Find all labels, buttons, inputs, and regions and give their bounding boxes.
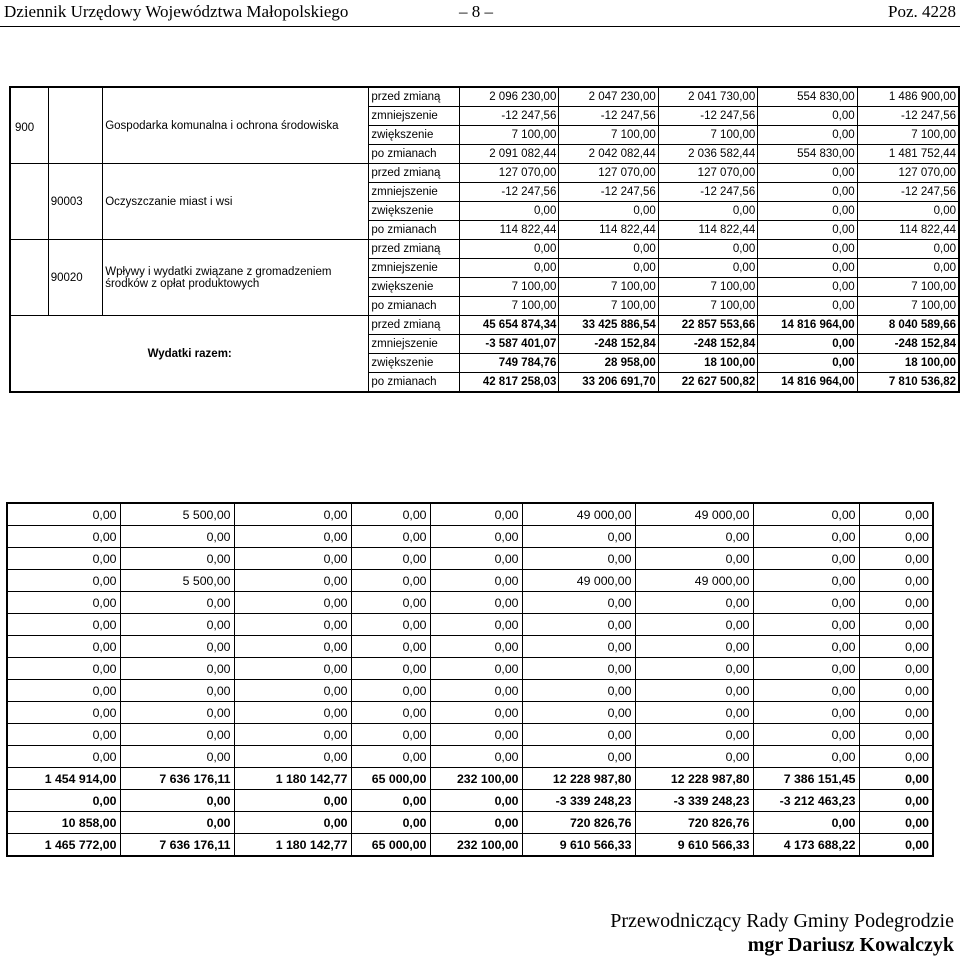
table-cell: 7 100,00 [857, 126, 959, 145]
table-cell: 0,00 [430, 592, 522, 614]
table-cell: 0,00 [522, 614, 635, 636]
table-cell: 0,00 [7, 503, 120, 526]
table-cell: 1 481 752,44 [857, 145, 959, 164]
table-cell: 49 000,00 [522, 570, 635, 592]
table-cell: 0,00 [758, 164, 857, 183]
table-cell: 0,00 [430, 680, 522, 702]
table-cell: 0,00 [351, 570, 430, 592]
table-cell: 22 857 553,66 [658, 316, 757, 335]
table-cell: 7 100,00 [559, 126, 658, 145]
table-cell: 0,00 [430, 526, 522, 548]
table-cell: 0,00 [430, 503, 522, 526]
table-cell: 7 100,00 [857, 297, 959, 316]
table-cell: 0,00 [635, 614, 753, 636]
table-cell: 0,00 [351, 526, 430, 548]
position-number: Poz. 4228 [888, 2, 956, 21]
table-cell: 0,00 [234, 614, 351, 636]
table-cell: 0,00 [758, 335, 857, 354]
table-cell: 0,00 [351, 658, 430, 680]
table-row [10, 240, 959, 259]
table-cell: 0,00 [758, 202, 857, 221]
table-cell: 0,00 [120, 702, 234, 724]
table-cell: 0,00 [7, 614, 120, 636]
table-cell: 0,00 [351, 680, 430, 702]
table-cell: 127 070,00 [559, 164, 658, 183]
table-row [7, 746, 933, 768]
table-cell: 0,00 [234, 746, 351, 768]
table-cell: -12 247,56 [658, 183, 757, 202]
table-cell: -248 152,84 [559, 335, 658, 354]
table-cell: -3 339 248,23 [522, 790, 635, 812]
row-kind: po zmianach [369, 145, 460, 164]
table-cell: 0,00 [859, 570, 933, 592]
section-code [10, 164, 48, 240]
table-cell: 14 816 964,00 [758, 373, 857, 393]
table-row [7, 503, 933, 526]
table-cell: 0,00 [351, 592, 430, 614]
total-row [7, 768, 933, 790]
expenditure-table-top [9, 86, 960, 393]
table-cell: 0,00 [753, 503, 859, 526]
table-cell: 0,00 [351, 746, 430, 768]
total-row [7, 834, 933, 857]
row-kind: po zmianach [369, 297, 460, 316]
expenditure-table-bottom [6, 502, 934, 857]
table-cell: 0,00 [758, 354, 857, 373]
table-cell: 554 830,00 [758, 87, 857, 107]
table-cell: -12 247,56 [857, 183, 959, 202]
table-cell: 49 000,00 [522, 503, 635, 526]
table-cell: 0,00 [430, 746, 522, 768]
row-kind: przed zmianą [369, 164, 460, 183]
table-row [7, 702, 933, 724]
table-cell: 0,00 [753, 548, 859, 570]
table-cell: 114 822,44 [559, 221, 658, 240]
table-cell: -3 212 463,23 [753, 790, 859, 812]
row-kind: zmniejszenie [369, 107, 460, 126]
table-cell: 0,00 [758, 278, 857, 297]
table-cell: 9 610 566,33 [635, 834, 753, 857]
table-cell: 4 173 688,22 [753, 834, 859, 857]
table-row [10, 87, 959, 107]
table-cell: 0,00 [559, 202, 658, 221]
table-cell: 49 000,00 [635, 503, 753, 526]
table-cell: 0,00 [351, 636, 430, 658]
table-cell: 42 817 258,03 [459, 373, 558, 393]
table-cell: 0,00 [351, 790, 430, 812]
table-row [7, 658, 933, 680]
table-cell: 0,00 [430, 724, 522, 746]
table-cell: 0,00 [459, 240, 558, 259]
table-cell: 28 958,00 [559, 354, 658, 373]
table-cell: 0,00 [522, 746, 635, 768]
table-cell: 2 096 230,00 [459, 87, 558, 107]
table-cell: 0,00 [635, 724, 753, 746]
journal-title: Dziennik Urzędowy Województwa Małopolskiego [4, 2, 349, 21]
section-name: Gospodarka komunalna i ochrona środowiska [103, 87, 369, 164]
row-kind: zwiększenie [369, 354, 460, 373]
table-cell: 0,00 [859, 680, 933, 702]
table-cell: 0,00 [758, 183, 857, 202]
table-cell: 0,00 [351, 614, 430, 636]
table-cell: -3 339 248,23 [635, 790, 753, 812]
table-cell: 1 180 142,77 [234, 834, 351, 857]
table-row [7, 526, 933, 548]
table-cell: 0,00 [758, 126, 857, 145]
table-cell: 1 454 914,00 [7, 768, 120, 790]
table-cell: 0,00 [234, 724, 351, 746]
table-cell: 33 206 691,70 [559, 373, 658, 393]
table-cell: 0,00 [635, 592, 753, 614]
section-subcode [48, 87, 103, 164]
table-cell: 0,00 [522, 592, 635, 614]
table-cell: 0,00 [459, 259, 558, 278]
row-kind: zwiększenie [369, 202, 460, 221]
table-cell: 0,00 [859, 746, 933, 768]
table-cell: -3 587 401,07 [459, 335, 558, 354]
section-code [10, 240, 48, 316]
table-cell: 0,00 [758, 259, 857, 278]
table-cell: 0,00 [120, 790, 234, 812]
row-kind: przed zmianą [369, 240, 460, 259]
table-cell: 0,00 [859, 526, 933, 548]
table-cell: 0,00 [758, 221, 857, 240]
table-cell: 0,00 [859, 636, 933, 658]
table-cell: 7 810 536,82 [857, 373, 959, 393]
table-cell: 0,00 [351, 812, 430, 834]
table-cell: 0,00 [635, 636, 753, 658]
table-cell: 0,00 [753, 724, 859, 746]
table-cell: 0,00 [522, 680, 635, 702]
table-cell: 0,00 [635, 658, 753, 680]
table-cell: 0,00 [234, 680, 351, 702]
table-cell: 7 100,00 [857, 278, 959, 297]
table-cell: 0,00 [859, 768, 933, 790]
table-cell: 0,00 [459, 202, 558, 221]
table-cell: 749 784,76 [459, 354, 558, 373]
section-name: Oczyszczanie miast i wsi [103, 164, 369, 240]
table-cell: -12 247,56 [459, 107, 558, 126]
table-cell: 0,00 [859, 812, 933, 834]
total-label: Wydatki razem: [10, 316, 369, 393]
table-cell: 0,00 [120, 680, 234, 702]
table-cell: 0,00 [234, 503, 351, 526]
table-cell: -12 247,56 [459, 183, 558, 202]
table-row [7, 570, 933, 592]
table-cell: 0,00 [753, 812, 859, 834]
table-cell: 0,00 [859, 614, 933, 636]
table-cell: -248 152,84 [857, 335, 959, 354]
table-cell: 7 100,00 [459, 126, 558, 145]
table-cell: 0,00 [120, 724, 234, 746]
table-cell: 0,00 [7, 570, 120, 592]
table-row [7, 614, 933, 636]
table-cell: 0,00 [234, 526, 351, 548]
table-cell: 5 500,00 [120, 503, 234, 526]
table-cell: 14 816 964,00 [758, 316, 857, 335]
table-cell: 0,00 [234, 812, 351, 834]
table-cell: 0,00 [859, 702, 933, 724]
table-cell: 0,00 [658, 259, 757, 278]
table-cell: 0,00 [234, 636, 351, 658]
table-cell: 0,00 [857, 202, 959, 221]
table-cell: 0,00 [7, 680, 120, 702]
table-cell: 7 100,00 [459, 297, 558, 316]
table-cell: 114 822,44 [459, 221, 558, 240]
table-cell: 2 036 582,44 [658, 145, 757, 164]
table-cell: 0,00 [753, 658, 859, 680]
table-cell: 0,00 [351, 548, 430, 570]
table-cell: 45 654 874,34 [459, 316, 558, 335]
table-cell: 0,00 [522, 658, 635, 680]
table-cell: 0,00 [120, 812, 234, 834]
table-cell: 7 100,00 [658, 126, 757, 145]
table-cell: 8 040 589,66 [857, 316, 959, 335]
table-cell: -12 247,56 [559, 183, 658, 202]
row-kind: po zmianach [369, 221, 460, 240]
table-cell: 1 486 900,00 [857, 87, 959, 107]
table-cell: 0,00 [857, 259, 959, 278]
table-cell: 232 100,00 [430, 834, 522, 857]
table-cell: 0,00 [522, 724, 635, 746]
table-cell: 7 100,00 [459, 278, 558, 297]
table-cell: 0,00 [522, 702, 635, 724]
table-cell: 12 228 987,80 [522, 768, 635, 790]
table-cell: 49 000,00 [635, 570, 753, 592]
table-cell: 720 826,76 [522, 812, 635, 834]
table-cell: 0,00 [120, 548, 234, 570]
table-cell: 0,00 [430, 702, 522, 724]
signature-block [610, 909, 954, 957]
table-cell: 0,00 [234, 570, 351, 592]
table-cell: 0,00 [120, 658, 234, 680]
table-cell: 0,00 [430, 812, 522, 834]
table-cell: 7 100,00 [658, 297, 757, 316]
table-row [7, 548, 933, 570]
total-row [7, 790, 933, 812]
table-cell: 0,00 [430, 636, 522, 658]
table-cell: 0,00 [758, 107, 857, 126]
row-kind: przed zmianą [369, 316, 460, 335]
table-cell: 18 100,00 [857, 354, 959, 373]
table-row [7, 592, 933, 614]
row-kind: zwiększenie [369, 126, 460, 145]
total-row [7, 812, 933, 834]
table-cell: 0,00 [7, 790, 120, 812]
table-cell: 0,00 [351, 724, 430, 746]
table-cell: 7 100,00 [559, 297, 658, 316]
table-cell: 0,00 [753, 614, 859, 636]
table-cell: 0,00 [430, 548, 522, 570]
table-cell: 0,00 [351, 702, 430, 724]
table-cell: 0,00 [120, 592, 234, 614]
table-cell: 0,00 [635, 548, 753, 570]
table-cell: 0,00 [635, 702, 753, 724]
row-kind: zmniejszenie [369, 183, 460, 202]
table-cell: 0,00 [753, 526, 859, 548]
page-header [0, 0, 960, 27]
table-cell: 0,00 [351, 503, 430, 526]
table-cell: 0,00 [758, 240, 857, 259]
table-cell: 127 070,00 [857, 164, 959, 183]
table-row [7, 724, 933, 746]
table-cell: 0,00 [7, 658, 120, 680]
row-kind: zmniejszenie [369, 335, 460, 354]
total-row [10, 316, 959, 335]
row-kind: zwiększenie [369, 278, 460, 297]
table-cell: 65 000,00 [351, 768, 430, 790]
table-cell: 0,00 [859, 503, 933, 526]
table-cell: 5 500,00 [120, 570, 234, 592]
table-cell: 0,00 [7, 526, 120, 548]
table-cell: 0,00 [859, 592, 933, 614]
table-row [7, 680, 933, 702]
table-cell: 0,00 [635, 526, 753, 548]
table-cell: 65 000,00 [351, 834, 430, 857]
table-cell: 2 091 082,44 [459, 145, 558, 164]
table-cell: 1 465 772,00 [7, 834, 120, 857]
section-name: Wpływy i wydatki związane z gromadzeniem środków z opłat produktowych [103, 240, 369, 316]
table-cell: -248 152,84 [658, 335, 757, 354]
table-cell: 0,00 [753, 592, 859, 614]
table-cell: -12 247,56 [559, 107, 658, 126]
table-cell: 0,00 [859, 548, 933, 570]
table-cell: 18 100,00 [658, 354, 757, 373]
table-cell: 0,00 [430, 658, 522, 680]
section-code: 900 [10, 87, 48, 164]
table-cell: 0,00 [7, 636, 120, 658]
table-cell: 9 610 566,33 [522, 834, 635, 857]
table-cell: 0,00 [753, 746, 859, 768]
table-cell: 0,00 [7, 548, 120, 570]
row-kind: przed zmianą [369, 87, 460, 107]
table-cell: 7 100,00 [559, 278, 658, 297]
table-cell: 2 047 230,00 [559, 87, 658, 107]
section-subcode: 90003 [48, 164, 103, 240]
table-cell: 0,00 [430, 614, 522, 636]
table-cell: 0,00 [658, 240, 757, 259]
table-cell: 12 228 987,80 [635, 768, 753, 790]
table-cell: 127 070,00 [658, 164, 757, 183]
table-cell: 0,00 [7, 592, 120, 614]
table-cell: 0,00 [522, 548, 635, 570]
row-kind: po zmianach [369, 373, 460, 393]
table-cell: 127 070,00 [459, 164, 558, 183]
table-cell: 0,00 [559, 259, 658, 278]
table-cell: 0,00 [234, 548, 351, 570]
table-cell: 0,00 [859, 724, 933, 746]
table-cell: -12 247,56 [857, 107, 959, 126]
table-cell: 7 636 176,11 [120, 834, 234, 857]
table-cell: 114 822,44 [857, 221, 959, 240]
table-cell: 720 826,76 [635, 812, 753, 834]
table-cell: 0,00 [635, 746, 753, 768]
table-cell: 0,00 [522, 636, 635, 658]
table-cell: 22 627 500,82 [658, 373, 757, 393]
table-row [7, 636, 933, 658]
table-cell: 7 100,00 [658, 278, 757, 297]
table-cell: 0,00 [234, 790, 351, 812]
table-cell: 0,00 [859, 834, 933, 857]
table-cell: 0,00 [859, 658, 933, 680]
table-cell: 0,00 [430, 570, 522, 592]
table-cell: 554 830,00 [758, 145, 857, 164]
table-cell: 10 858,00 [7, 812, 120, 834]
table-cell: 0,00 [859, 790, 933, 812]
table-cell: 2 041 730,00 [658, 87, 757, 107]
table-cell: 0,00 [522, 526, 635, 548]
section-subcode: 90020 [48, 240, 103, 316]
table-cell: 7 636 176,11 [120, 768, 234, 790]
table-cell: 0,00 [753, 702, 859, 724]
table-cell: 0,00 [758, 297, 857, 316]
table-cell: 0,00 [120, 526, 234, 548]
table-cell: 0,00 [753, 636, 859, 658]
signature-name: mgr Dariusz Kowalczyk [747, 934, 954, 956]
table-cell: -12 247,56 [658, 107, 757, 126]
row-kind: zmniejszenie [369, 259, 460, 278]
table-cell: 0,00 [857, 240, 959, 259]
table-cell: 0,00 [753, 680, 859, 702]
table-cell: 1 180 142,77 [234, 768, 351, 790]
table-cell: 232 100,00 [430, 768, 522, 790]
table-cell: 0,00 [635, 680, 753, 702]
table-cell: 7 386 151,45 [753, 768, 859, 790]
table-cell: 114 822,44 [658, 221, 757, 240]
table-cell: 0,00 [7, 724, 120, 746]
table-cell: 0,00 [430, 790, 522, 812]
table-cell: 33 425 886,54 [559, 316, 658, 335]
signature-title: Przewodniczący Rady Gminy Podegrodzie [610, 910, 954, 932]
table-cell: 2 042 082,44 [559, 145, 658, 164]
table-cell: 0,00 [7, 702, 120, 724]
table-cell: 0,00 [120, 746, 234, 768]
table-cell: 0,00 [120, 636, 234, 658]
table-cell: 0,00 [7, 746, 120, 768]
table-cell: 0,00 [234, 702, 351, 724]
table-cell: 0,00 [234, 658, 351, 680]
table-cell: 0,00 [658, 202, 757, 221]
table-cell: 0,00 [234, 592, 351, 614]
table-cell: 0,00 [753, 570, 859, 592]
page-number: – 8 – [459, 2, 493, 21]
table-row [10, 164, 959, 183]
table-cell: 0,00 [120, 614, 234, 636]
table-cell: 0,00 [559, 240, 658, 259]
